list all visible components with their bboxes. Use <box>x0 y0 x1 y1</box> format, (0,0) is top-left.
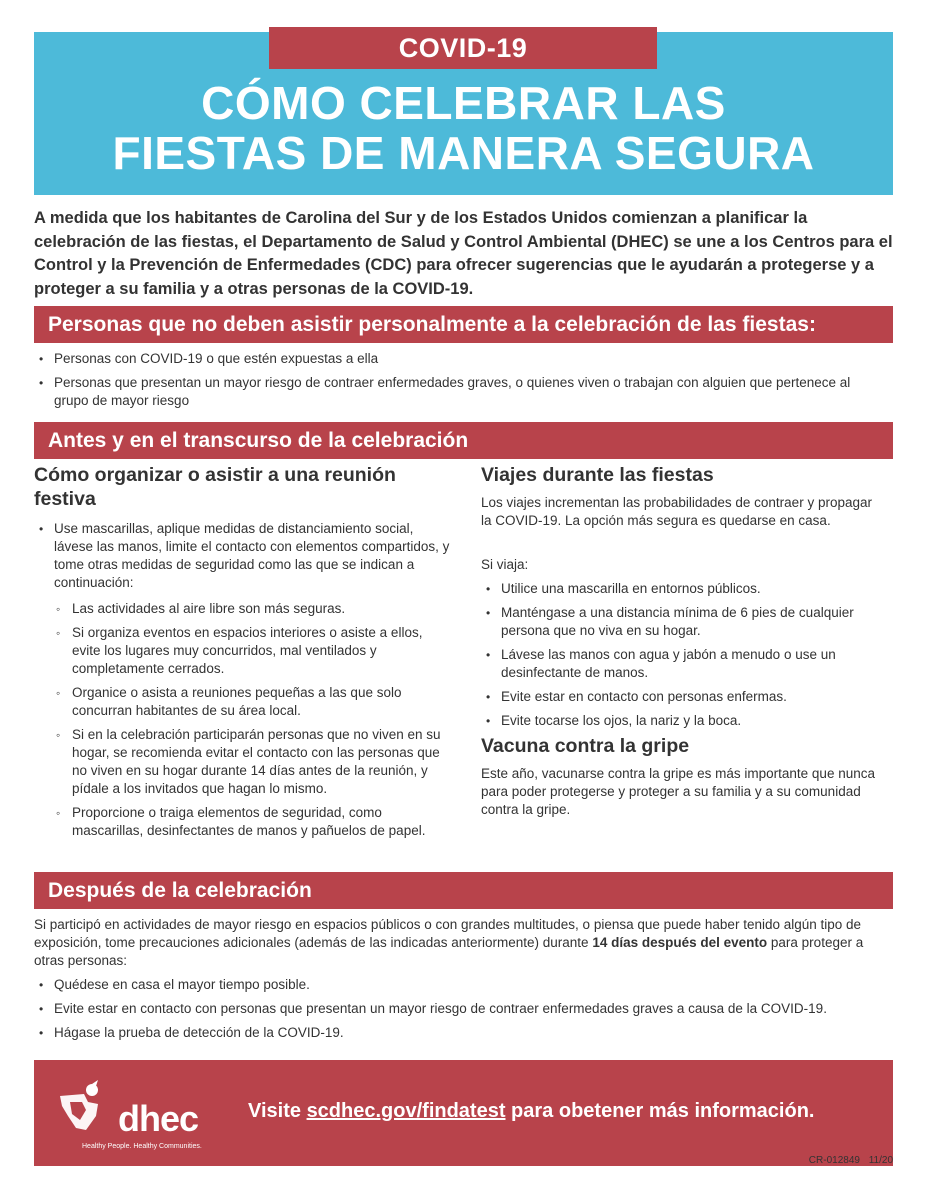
list-item: • Quédese en casa el mayor tiempo posible. <box>34 976 889 994</box>
list-item: • Hágase la prueba de detección de la COVID-19. <box>34 1024 889 1042</box>
list-item: • Manténgase a una distancia mínima de 6 pies de cualquier persona que no viva en su hogar. <box>481 604 886 640</box>
list-item: • Evite tocarse los ojos, la nariz y la boca. <box>481 712 886 730</box>
no-attend-list <box>34 350 879 416</box>
footer-message <box>248 1100 814 1123</box>
page-title-line-1: CÓMO CELEBRAR LAS <box>201 77 726 129</box>
list-item: • Evite estar en contacto con personas que presentan un mayor riesgo de contraer enfermedades graves a causa de la COVID-19. <box>34 1000 889 1018</box>
footer-more: para obetener más información. <box>505 1100 815 1122</box>
section-heading-no-attend: Personas que no deben asistir personalmente a la celebración de las fiestas: <box>34 306 893 343</box>
gathering-sublist <box>52 600 454 840</box>
travel-heading: Viajes durante las fiestas <box>481 464 714 486</box>
sublist-item: ◦ Las actividades al aire libre son más seguras. <box>52 600 454 618</box>
dhec-logo-text: dhec <box>118 1098 199 1139</box>
list-item: • Evite estar en contacto con personas enfermas. <box>481 688 886 706</box>
covid-tag: COVID-19 <box>269 27 657 69</box>
document-code: CR-012849 11/20 <box>808 1155 893 1166</box>
list-item: • Utilice una mascarilla en entornos públicos. <box>481 580 886 598</box>
sublist-item: ◦ Si organiza eventos en espacios interiores o asiste a ellos, evite los lugares muy concurridos, mal ventilados y completamente cerrados. <box>52 624 454 678</box>
findatest-link[interactable]: scdhec.gov/findatest <box>306 1100 506 1122</box>
section-heading-after: Después de la celebración <box>34 872 893 909</box>
travel-text: Los viajes incrementan las probabilidades de contraer y propagar la COVID-19. La opción más segura es quedarse en casa. <box>481 495 872 528</box>
after-paragraph <box>34 916 884 970</box>
list-item: • Personas con COVID-19 o que estén expuestas a ella <box>34 350 879 368</box>
gathering-main-text: Use mascarillas, aplique medidas de distanciamiento social, lávese las manos, limite el contacto con elementos compartidos, y tome otras medidas de seguridad como las que se indican a continuación: <box>54 521 450 590</box>
travel-list <box>481 580 886 736</box>
dhec-logo <box>54 1080 254 1155</box>
footer-visit: Visite <box>248 1100 307 1122</box>
sublist-item: ◦ Proporcione o traiga elementos de seguridad, como mascarillas, desinfectantes de manos y pañuelos de papel. <box>52 804 454 840</box>
dhec-logo-icon <box>54 1080 124 1140</box>
after-list <box>34 976 889 1048</box>
after-text-end: para proteger a otras personas: <box>34 935 864 968</box>
section-heading-during: Antes y en el transcurso de la celebración <box>34 422 893 459</box>
page-title <box>34 78 893 178</box>
flu-text: Este año, vacunarse contra la gripe es más importante que nunca para poder protegerse y proteger a su familia y a su comunidad contra la gripe. <box>481 766 875 817</box>
gathering-heading: Cómo organizar o asistir a una reunión festiva <box>34 464 396 510</box>
intro-paragraph: A medida que los habitantes de Carolina del Sur y de los Estados Unidos comienzan a planificar la celebración de las fiestas, el Departamento de Salud y Control Ambiental (DHEC) se une a los Centros para el Control y la Prevención de Enfermedades (CDC) para ofrecer sugerencias que le ayudarán a protegerse y a proteger a su familia y a otras personas de la COVID-19. <box>34 209 893 298</box>
page-title-line-2: FIESTAS DE MANERA SEGURA <box>112 127 815 179</box>
gathering-list <box>34 520 454 846</box>
list-item: • Personas que presentan un mayor riesgo de contraer enfermedades graves, o quienes viven o trabajan con alguien que pertenece al grupo de mayor riesgo <box>34 374 879 410</box>
if-travel-label: Si viaja: <box>481 557 529 572</box>
flu-heading: Vacuna contra la gripe <box>481 735 690 757</box>
sublist-item: ◦ Si en la celebración participarán personas que no viven en su hogar, se recomienda evitar el contacto con las personas que no viven en su hogar durante 14 días antes de la reunión, y pídale a los invitados que hagan lo mismo. <box>52 726 454 798</box>
after-text-start: Si participó en actividades de mayor riesgo en espacios públicos o con grandes multitudes, o piensa que puede haber tenido algún tipo de exposición, tome precauciones adicionales (además de las indicadas anteriormente) durante <box>34 917 862 950</box>
dhec-logo-tagline: Healthy People. Healthy Communities. <box>82 1143 202 1150</box>
sublist-item: ◦ Organice o asista a reuniones pequeñas a las que solo concurran habitantes de su área local. <box>52 684 454 720</box>
list-item: • Lávese las manos con agua y jabón a menudo o use un desinfectante de manos. <box>481 646 886 682</box>
after-text-bold: 14 días después del evento <box>592 935 768 950</box>
footer-banner <box>34 1060 893 1166</box>
list-item <box>34 520 454 840</box>
